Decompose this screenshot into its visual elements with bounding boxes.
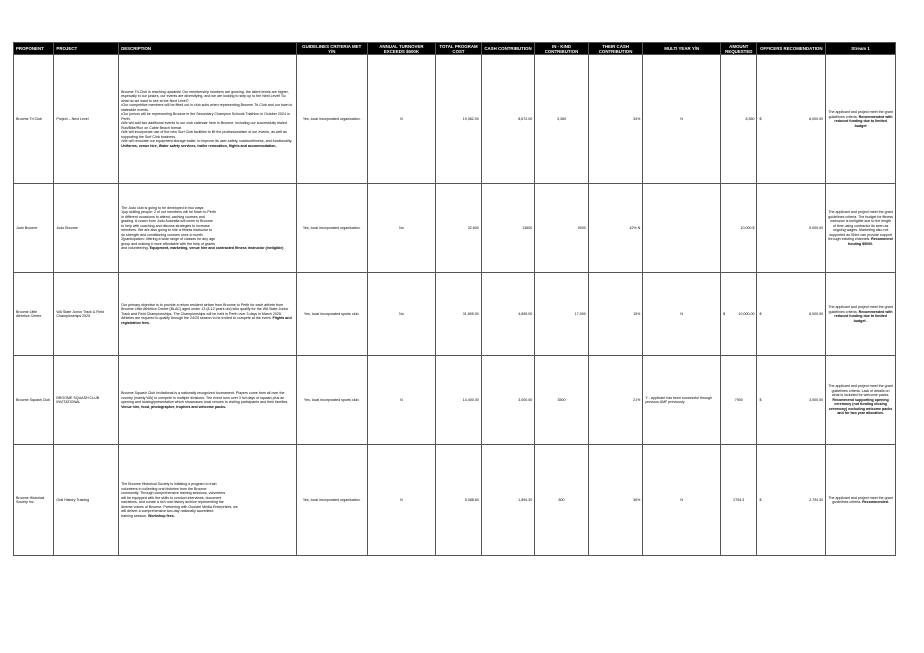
inkind-cell: 800 — [535, 445, 589, 556]
grants-table — [13, 42, 896, 556]
amount-dollar: $ — [723, 311, 726, 316]
project-cell: WA State Junior Track & Field Championships 2025 — [54, 273, 119, 356]
description-items: Workshop fees. — [148, 513, 175, 518]
officers-dollar: $ — [759, 116, 762, 121]
description-items: Flights and registration fees. — [121, 316, 292, 325]
multi-year-cell: Y - applicant has been successful through previous AMF previously — [643, 356, 721, 445]
amount-cell — [721, 445, 757, 556]
cash-cell: 3,000.00 — [481, 356, 535, 445]
description-text: Broome Tri-Club is reaching upwards! Our membership numbers are growing, the talent levels are higher, especially in our juniors, our events are diversifying, and we are looking to step up to the Next Level! So what do we want to see at the Next Level? •Our competitive members will be fitted out in club suits when representing Broome Tri-Club and our town in statewide events. •Our juniors will be representing Broome in the Secondary Champion Schools Triathlon in October 2024 in Perth. •We will add two additional events to our club calendar here in Broome, including our successfully trialed Run/Bike/Run on Cable Beach format. •We will incorporate use of the new Surf Club facilities to lift the professionalism of our events, as well as supporting the Surf Club business. •We will renovate our equipment storage trailer, to improve its user-safety, roadworthiness, and functionality. — [121, 89, 293, 144]
description-cell — [119, 273, 297, 356]
cash-cell: 8,672.00 — [481, 55, 535, 184]
description-items: Uniforms, venue hire, Water safety services, trailer renovation, flights and accommodation, — [121, 143, 277, 148]
amount-value: 10,000.00 — [738, 311, 755, 316]
multi-year-cell — [643, 184, 721, 273]
their-cash-cell: 21% — [588, 356, 643, 445]
officers-dollar: $ — [759, 397, 762, 402]
cash-cell: 1,894.30 — [481, 445, 535, 556]
rec-bold: Recommended with reduced funding due to limited budget — [834, 114, 893, 128]
rec-bold: Recommended with reduced funding due to limited budget . — [834, 309, 893, 323]
total-cost-cell: 19,382.00 — [436, 55, 481, 184]
their-cash-cell: 34% — [588, 55, 643, 184]
officers-cell — [757, 445, 826, 556]
inkind-cell: 3500 — [535, 356, 589, 445]
inkind-cell: 3,360 — [535, 55, 589, 184]
rec-bold: Recommend funding $5000. — [848, 237, 893, 246]
table-row — [14, 55, 896, 184]
table-row — [14, 273, 896, 356]
proponent-cell: Broome Tri Club — [14, 55, 54, 184]
total-cost-cell: 31,895.00 — [436, 273, 481, 356]
turnover-cell: N — [367, 445, 436, 556]
officers-value: 8,000.00 — [809, 311, 824, 316]
description-text: The Judo club is going to be developed in two ways: 1)up skilling people: 2 of our members will be flown to Perth in different occasions to attend, caching courses and grading. A coach from Judo Australia will come to Broome to help with coaching and discuss strategies to increase members. We are also going to hire a fitness instructor to do strength and conditioning courses once a month 2)participation: offering a wide range of classes for any age group and making it more affordable with the help of grants and volunteering. — [121, 205, 216, 250]
col-their-cash: THEIR CASH CONTRIBUTION — [588, 43, 643, 55]
rec-text: The applicant and project meet the grant guidelines criteria. Lack of details on what is included for welcome packs. — [828, 384, 893, 398]
guidelines-cell: Yes, local incorporated organisation. — [296, 55, 367, 184]
cash-cell: 13600 — [481, 184, 535, 273]
total-cost-cell: 14,400.00 — [436, 356, 481, 445]
cash-cell: 4,895.00 — [481, 273, 535, 356]
their-cash-cell: 15% — [588, 273, 643, 356]
table-row — [14, 356, 896, 445]
col-total-cost: TOTAL PROGRAM COST — [436, 43, 481, 55]
total-cost-cell: 5,088.60 — [436, 445, 481, 556]
description-cell — [119, 55, 297, 184]
col-officers: OFFICERS RECOMENDATION — [757, 43, 826, 55]
col-proponent: PROPONENT — [14, 43, 54, 55]
stream-cell — [826, 184, 896, 273]
amount-cell — [721, 184, 757, 273]
description-text: Broome Squash Club Invitational is a nationally recognized tournament. Players come from all over the country (mainly WA) to compete in multiple divisions. The event runs over 3 full days of squash plus an opening and closing/presentation which showcases local venues to visiting participants and their families. — [121, 391, 289, 404]
col-multi-year: MULTI YEAR Y/N — [643, 43, 721, 55]
officers-value: 6,000.00 — [809, 116, 824, 121]
officers-dollar: $ — [759, 497, 762, 502]
project-cell: BROOME SQUASH CLUB INVITATIONAL — [54, 356, 119, 445]
guidelines-cell: Yes, local incorporated organisation. — [296, 445, 367, 556]
amount-value: 10,000 $ — [740, 225, 755, 230]
rec-bold: Recommended. — [862, 500, 889, 504]
officers-dollar: $ — [759, 311, 762, 316]
amount-cell — [721, 55, 757, 184]
inkind-cell: 9000 — [535, 184, 589, 273]
officers-cell — [757, 273, 826, 356]
rec-text: The applicant and project meet the grant guidelines criteria. — [828, 495, 893, 504]
turnover-cell: No — [367, 184, 436, 273]
description-items: Venue hire, food, photographer, trophies and welcome packs. — [121, 404, 227, 409]
col-guidelines: GUIDELINES CRITERIA MET Y/N — [296, 43, 367, 55]
description-cell — [119, 356, 297, 445]
turnover-cell: N — [367, 356, 436, 445]
amount-value: 2794.3 — [733, 497, 745, 502]
officers-value: 3,000.00 — [809, 397, 824, 402]
amount-value: 8,350 — [745, 116, 755, 121]
their-cash-cell: 36% — [588, 445, 643, 556]
turnover-cell: N — [367, 55, 436, 184]
description-text: Our primary objective is to provide a return resident airfare from Broome to Perth for each athlete from Broome Little Athletics Centre (BLAC) aged under 13 (8-12 years old) who qualify for the WA State Junior Track and Field Championships. The Championships will be held in Perth over 3 days in March 2025. Athletes are required to qualify through the 24/25 season to be invited to compete at the event. — [121, 302, 289, 321]
table-row — [14, 184, 896, 273]
amount-cell — [721, 356, 757, 445]
officers-value: 5,000.00 — [809, 225, 824, 230]
stream-cell — [826, 356, 896, 445]
inkind-cell: 17,000 — [535, 273, 589, 356]
col-stream: Stream 1 — [826, 43, 896, 55]
turnover-cell: No — [367, 273, 436, 356]
multi-year-cell: N — [643, 445, 721, 556]
stream-cell — [826, 273, 896, 356]
description-items: Equipment, marketing, venue hire and contracted fitness instructor (ineligible) — [149, 246, 284, 250]
multi-year-cell: N — [643, 273, 721, 356]
description-cell — [119, 184, 297, 273]
description-cell — [119, 445, 297, 556]
col-description: DESCRIPTION — [119, 43, 297, 55]
col-project: PROJECT — [54, 43, 119, 55]
stream-cell — [826, 445, 896, 556]
proponent-cell: Judo Broome — [14, 184, 54, 273]
proponent-cell: Broome Squash Club — [14, 356, 54, 445]
col-inkind: IN - KIND CONTRIBUTION — [535, 43, 589, 55]
col-amount: AMOUNT REQUESTED — [721, 43, 757, 55]
total-cost-cell: 32,600 — [436, 184, 481, 273]
col-turnover: ANNUAL TURNOVER EXCEEDS $500K — [367, 43, 436, 55]
their-cash-cell: 42% N — [588, 184, 643, 273]
header-row — [14, 43, 896, 55]
amount-value: 7900 — [734, 397, 743, 402]
col-cash: CASH CONTRIBUTION — [481, 43, 535, 55]
multi-year-cell: N — [643, 55, 721, 184]
rec-text: The applicant and project meet the grant guidelines criteria. — [828, 305, 893, 314]
guidelines-cell: Yes, local incorporated sports club. — [296, 356, 367, 445]
table-row — [14, 445, 896, 556]
project-cell: Oral History Training — [54, 445, 119, 556]
stream-cell — [826, 55, 896, 184]
project-cell: Project – Next Level — [54, 55, 119, 184]
officers-cell — [757, 184, 826, 273]
officers-cell — [757, 356, 826, 445]
proponent-cell: Broome Little Athletics Centre — [14, 273, 54, 356]
officers-cell — [757, 55, 826, 184]
officers-value: 2,794.30 — [809, 497, 824, 502]
project-cell: Judo Broome — [54, 184, 119, 273]
amount-cell — [721, 273, 757, 356]
guidelines-cell: Yes, local incorporated organisation. — [296, 184, 367, 273]
description-text: The Broome Historical Society is initiating a program to train volunteers in collecting oral histories from the Broome community. Through comprehensive training sessions, volunteers will be equipped with the skills to conduct interviews, document narratives, and curate a rich oral history archive representing the diverse voices of Broome. Partnering with Goolarri Media Enterprises, we will deliver a comprehensive two-day nationally accredited training session. — [121, 482, 238, 518]
rec-text: The applicant and project meet the grant guidelines criteria. — [828, 110, 893, 119]
rec-text: The applicant and project meet the grant guidelines criteria. The budget for fitness instructor is ineligible due to the length of time using contractor its seen as ongoing wages. Marketing also not supported as Shire can provide support through existing channels. — [828, 210, 893, 241]
guidelines-cell: Yes, local incorporated sports club. — [296, 273, 367, 356]
rec-bold: Recommend supporting opening ceremony (not funding closing ceremony) excluding welcome packs and for two year allocation. — [828, 397, 893, 416]
proponent-cell: Broome Historical Society Inc. — [14, 445, 54, 556]
